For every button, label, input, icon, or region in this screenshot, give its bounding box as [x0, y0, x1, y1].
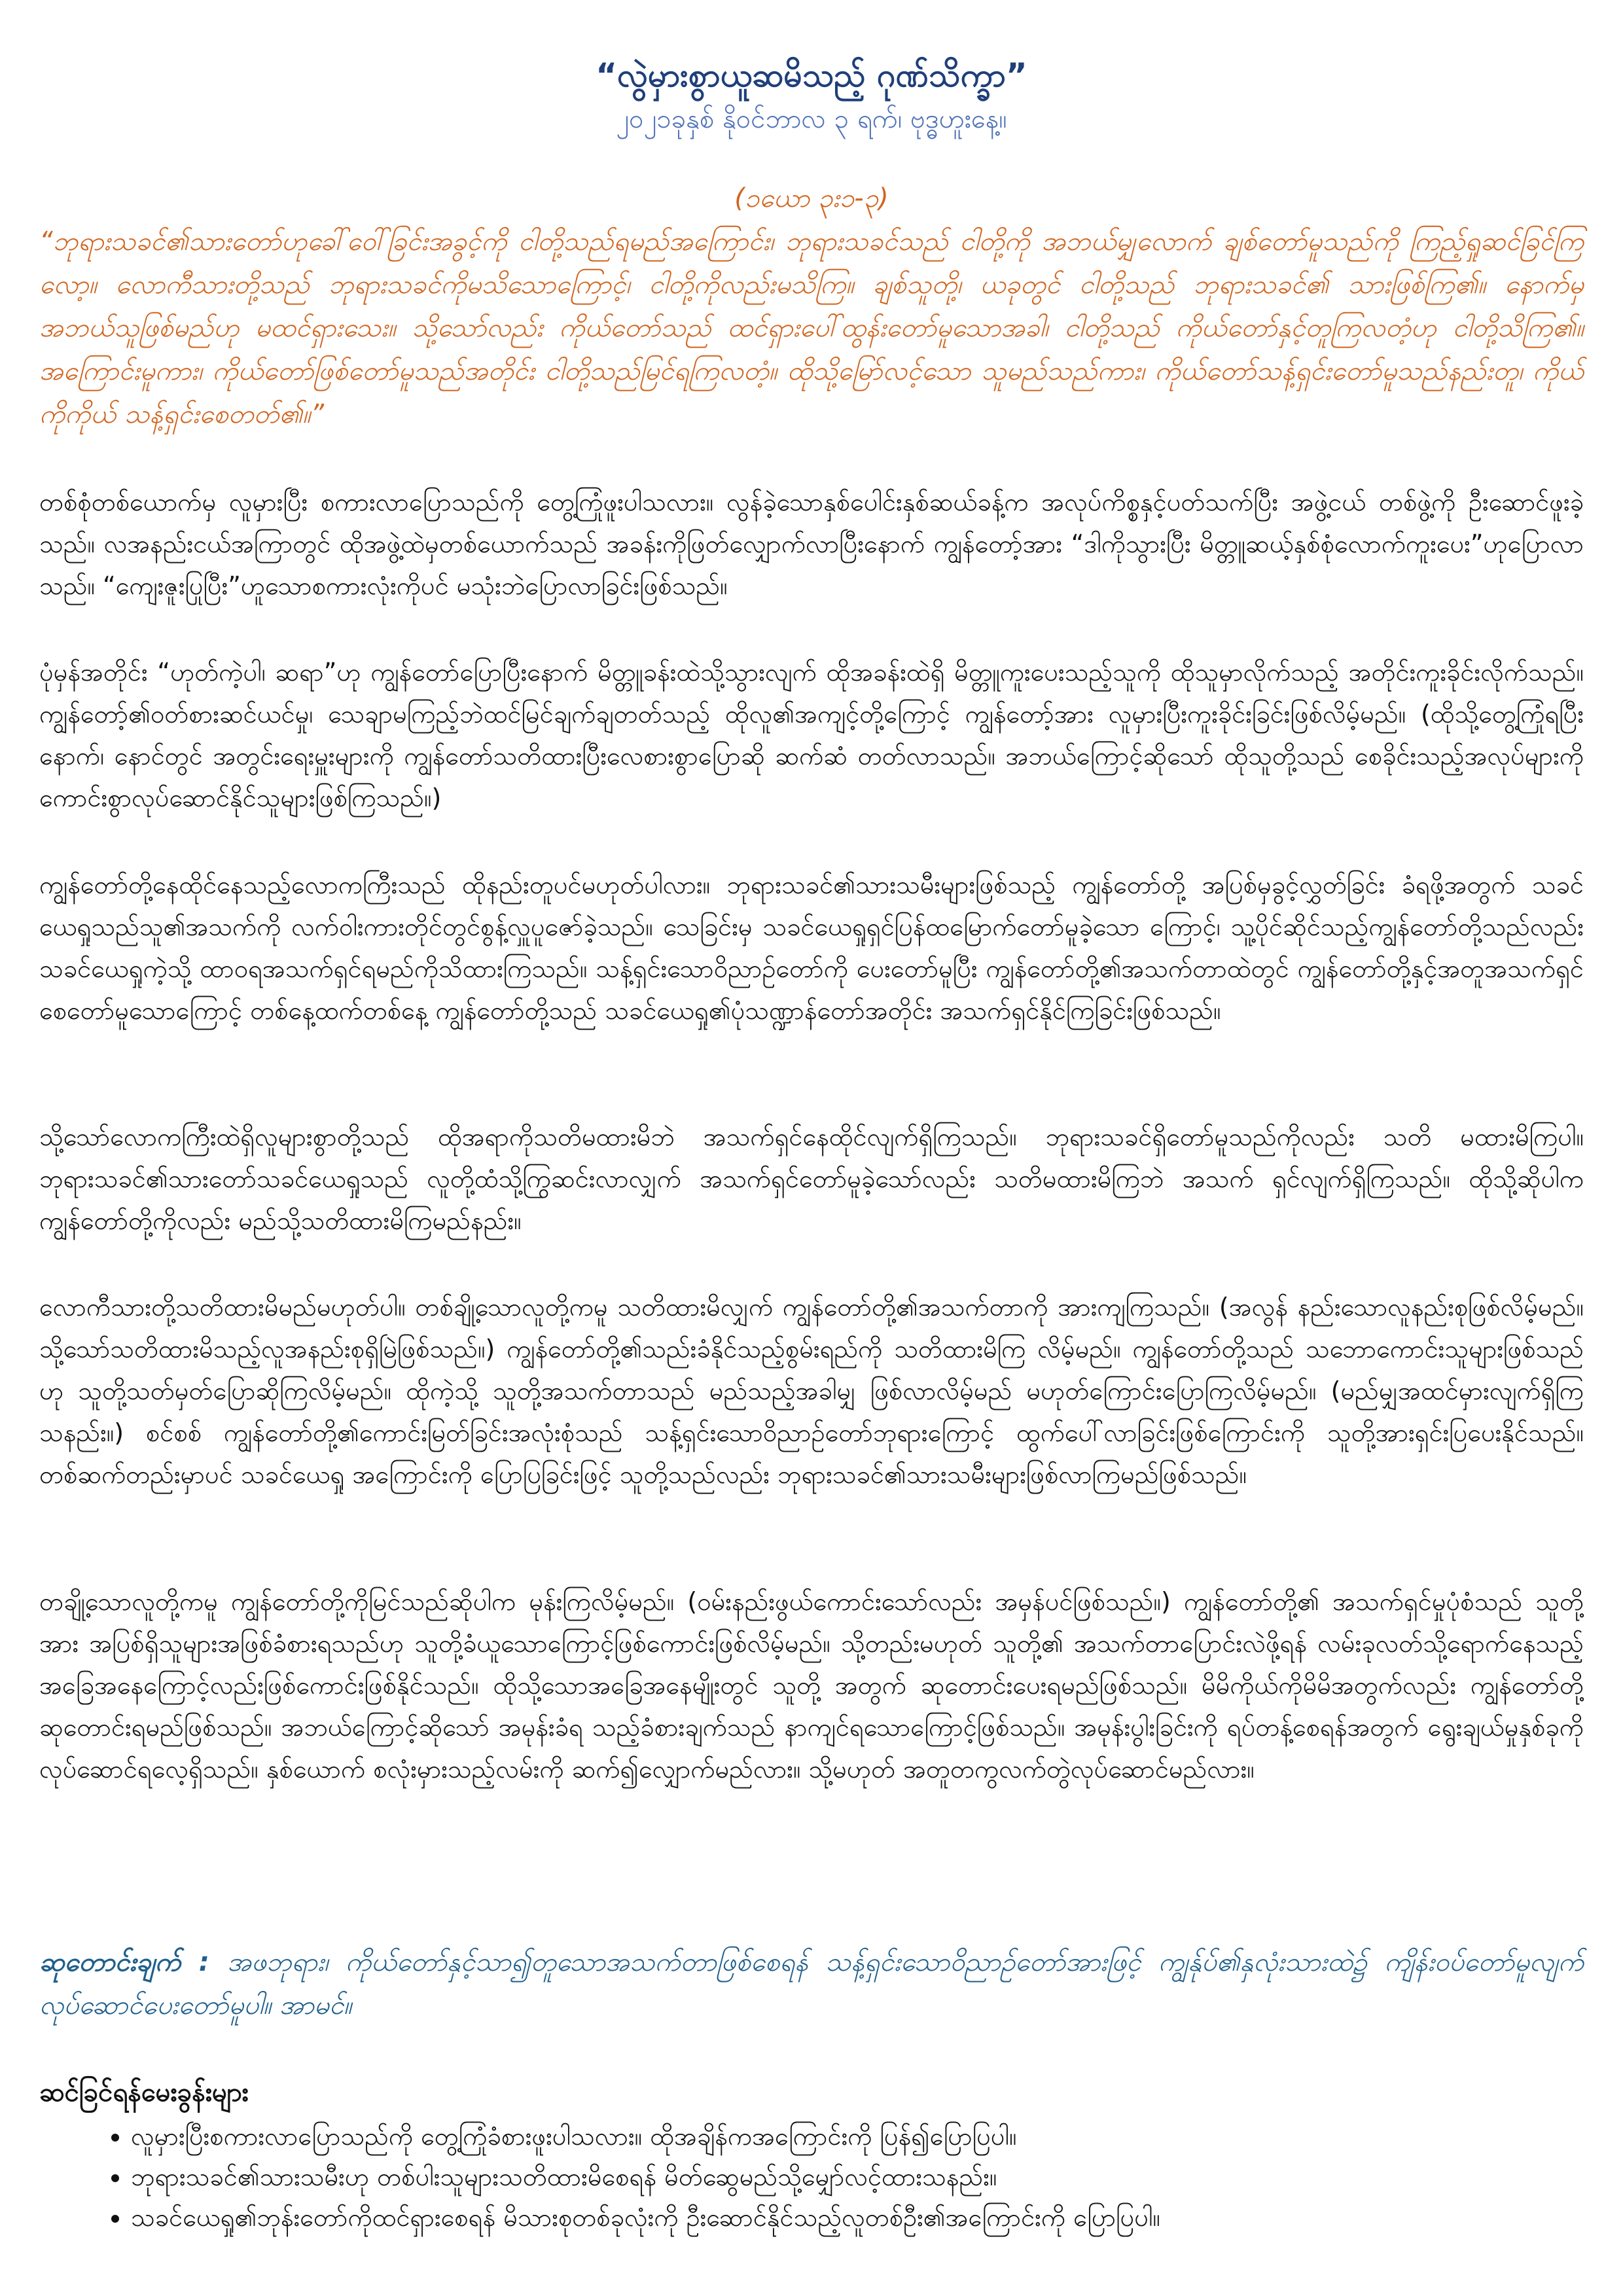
body-paragraph-2: ပုံမှန်အတိုင်း “ဟုတ်ကဲ့ပါ၊ ဆရာ”ဟု ကျွန်တော်ပြောပြီးနောက် မိတ္တူခန်းထဲသို့သွားလျက် ထိုအခန်းထဲရှိ မိတ္တူကူးပေးသည့်သူကို ထိုသူမှာလိုက်သည့် အတိုင်းကူးခိုင်းလိုက်သည်။ ကျွန်တော့်၏ဝတ်စားဆင်ယင်မှု၊ သေချာမကြည့်ဘဲထင်မြင်ချက်ချတတ်သည့် ထိုလူ၏အကျင့်တို့ကြောင့် ကျွန်တော့်အား လူမှားပြီးကူးခိုင်းခြင်းဖြစ်လိမ့်မည်။ (ထိုသို့တွေ့ကြုံရပြီးနောက်၊ နောင်တွင် အတွင်းရေးမှူးများကို ကျွန်တော်သတိထားပြီးလေစားစွာပြောဆို ဆက်ဆံ တတ်လာသည်။ အဘယ်ကြောင့်ဆိုသော် ထိုသူတို့သည် စေခိုင်းသည့်အလုပ်များကို ကောင်းစွာလုပ်ဆောင်နိုင်သူများဖြစ်ကြသည်။) [39, 658, 1584, 812]
body-paragraph-4: သို့သော်လောကကြီးထဲရှိလူများစွာတို့သည် ထိုအရာကိုသတိမထားမိဘဲ အသက်ရှင်နေထိုင်လျက်ရှိကြသည်။ ဘုရားသခင်ရှိတော်မူသည်ကိုလည်း သတိ မထားမိကြပါ။ ဘုရားသခင်၏သားတော်သခင်ယေရှုသည် လူတို့ထံသို့ကြွဆင်းလာလျှက် အသက်ရှင်တော်မူခဲ့သော်လည်း သတိမထားမိကြဘဲ အသက် ရှင်လျက်ရှိကြသည်။ ထိုသို့ဆိုပါက ကျွန်တော်တို့ကိုလည်း မည်သို့သတိထားမိကြမည်နည်း။ [39, 1122, 1584, 1235]
questions-list [39, 2116, 1584, 2238]
body-paragraph-5: လောကီသားတို့သတိထားမိမည်မဟုတ်ပါ။ တစ်ချို့သောလူတို့ကမူ သတိထားမိလျှက် ကျွန်တော်တို့၏အသက်တာကို အားကျကြသည်။ (အလွန် နည်းသောလူနည်းစုဖြစ်လိမ့်မည်။ သို့သော်သတိထားမိသည့်လူအနည်းစုရှိမြဲဖြစ်သည်။) ကျွန်တော်တို့၏သည်းခံနိုင်သည့်စွမ်းရည်ကို သတိထားမိကြ လိမ့်မည်။ ကျွန်တော်တို့သည် သဘောကောင်းသူများဖြစ်သည်ဟု သူတို့သတ်မှတ်ပြောဆိုကြလိမ့်မည်။ ထိုကဲ့သို့ သူတို့အသက်တာသည် မည်သည့်အခါမျှ ဖြစ်လာလိမ့်မည် မဟုတ်ကြောင်းပြောကြလိမ့်မည်။ (မည်မျှအထင်မှားလျက်ရှိကြသနည်း။) စင်စစ် ကျွန်တော်တို့၏ကောင်းမြတ်ခြင်းအလုံးစုံသည် သန့်ရှင်းသောဝိညာဉ်တော်ဘုရားကြောင့် ထွက်ပေါ်လာခြင်းဖြစ်ကြောင်းကို သူတို့အားရှင်းပြပေးနိုင်သည်။ တစ်ဆက်တည်းမှာပင် သခင်ယေရှု အကြောင်းကို ပြောပြခြင်းဖြင့် သူတို့သည်လည်း ဘုရားသခင်၏သားသမီးများဖြစ်လာကြမည်ဖြစ်သည်။ [39, 1293, 1584, 1489]
question-item: • ဘုရားသခင်၏သားသမီးဟု တစ်ပါးသူများသတိထားမိစေရန် မိတ်ဆွေမည်သို့မျှော်လင့်ထားသနည်း။ [131, 2157, 1584, 2197]
body-paragraph-1: တစ်စုံတစ်ယောက်မှ လူမှားပြီး စကားလာပြောသည်ကို တွေ့ကြုံဖူးပါသလား။ လွန်ခဲ့သောနှစ်ပေါင်းနှစ်ဆယ်ခန့်က အလုပ်ကိစ္စနှင့်ပတ်သက်ပြီး အဖွဲ့ငယ် တစ်ဖွဲ့ကို ဦးဆောင်ဖူးခဲ့သည်။ လအနည်းငယ်အကြာတွင် ထိုအဖွဲ့ထဲမှတစ်ယောက်သည် အခန်းကိုဖြတ်လျှောက်လာပြီးနောက် ကျွန်တော့်အား “ဒါကိုသွားပြီး မိတ္တူဆယ့်နှစ်စုံလောက်ကူးပေး”ဟုပြောလာသည်။ “ကျေးဇူးပြုပြီး”ဟူသောစကားလုံးကိုပင် မသုံးဘဲပြောလာခြင်းဖြစ်သည်။ [39, 488, 1584, 600]
body-paragraph-6: တချို့သောလူတို့ကမူ ကျွန်တော်တို့ကိုမြင်သည်ဆိုပါက မုန်းကြလိမ့်မည်။ (ဝမ်းနည်းဖွယ်ကောင်းသော်လည်း အမှန်ပင်ဖြစ်သည်။) ကျွန်တော်တို့၏ အသက်ရှင်မှုပုံစံသည် သူတို့အား အပြစ်ရှိသူများအဖြစ်ခံစားရသည်ဟု သူတို့ခံယူသောကြောင့်ဖြစ်ကောင်းဖြစ်လိမ့်မည်။ သို့တည်းမဟုတ် သူတို့၏ အသက်တာပြောင်းလဲဖို့ရန် လမ်းခုလတ်သို့ရောက်နေသည့် အခြေအနေကြောင့်လည်းဖြစ်ကောင်းဖြစ်နိုင်သည်။ ထိုသို့သောအခြေအနေမျိုးတွင် သူတို့ အတွက် ဆုတောင်းပေးရမည်ဖြစ်သည်။ မိမိကိုယ်ကိုမိမိအတွက်လည်း ကျွန်တော်တို့ဆုတောင်းရမည်ဖြစ်သည်။ အဘယ်ကြောင့်ဆိုသော် အမုန်းခံရ သည့်ခံစားချက်သည် နာကျင်ရသောကြောင့်ဖြစ်သည်။ အမုန်းပွါးခြင်းကို ရပ်တန့်စေရန်အတွက် ရွေးချယ်မှုနှစ်ခုကိုလုပ်ဆောင်ရလေ့ရှိသည်။ နှစ်ယောက် စလုံးမှားသည့်လမ်းကို ဆက်၍လျှောက်မည်လား။ သို့မဟုတ် အတူတကွလက်တွဲလုပ်ဆောင်မည်လား။ [39, 1587, 1584, 1784]
page-date: ၂၀၂၁ခုနှစ် နိုဝင်ဘာလ ၃ ရက်၊ ဗုဒ္ဓဟူးနေ့။ [616, 104, 1007, 134]
body-paragraph-3: ကျွန်တော်တို့နေထိုင်နေသည့်လောကကြီးသည် ထိုနည်းတူပင်မဟုတ်ပါလား။ ဘုရားသခင်၏သားသမီးများဖြစ်သည့် ကျွန်တော်တို့ အပြစ်မှခွင့်လွှတ်ခြင်း ခံရဖို့အတွက် သခင်ယေရှုသည်သူ၏အသက်ကို လက်ဝါးကားတိုင်တွင်စွန့်လှူပူဇော်ခဲ့သည်။ သေခြင်းမှ သခင်ယေရှုရှင်ပြန်ထမြောက်တော်မူခဲ့သော ကြောင့်၊ သူ့ပိုင်ဆိုင်သည့်ကျွန်တော်တို့သည်လည်း သခင်ယေရှုကဲ့သို့ ထာဝရအသက်ရှင်ရမည်ကိုသိထားကြသည်။ သန့်ရှင်းသောဝိညာဉ်တော်ကို ပေးတော်မူပြီး ကျွန်တော်တို့၏အသက်တာထဲတွင် ကျွန်တော်တို့နှင့်အတူအသက်ရှင်စေတော်မူသောကြောင့် တစ်နေ့ထက်တစ်နေ့ ကျွန်တော်တို့သည် သခင်ယေရှု၏ပုံသဏ္ဍာန်တော်အတိုင်း အသက်ရှင်နိုင်ကြခြင်းဖြစ်သည်။ [39, 870, 1584, 1025]
page-header [0, 52, 1623, 140]
page-title: “လွဲမှားစွာယူဆမိသည့် ဂုဏ်သိက္ခာ” [596, 56, 1027, 94]
prayer-label: ဆုတောင်းချက် : [39, 1947, 228, 1977]
reflection-questions [39, 2072, 1584, 2238]
prayer-block [39, 1941, 1584, 2027]
scripture-block [39, 177, 1584, 436]
questions-heading: ဆင်ခြင်ရန်မေးခွန်းများ [39, 2077, 249, 2108]
prayer-text: အဖဘုရား၊ ကိုယ်တော်နှင့်သာ၍တူသောအသက်တာဖြစ်စေရန် သန့်ရှင်းသောဝိညာဉ်တော်အားဖြင့် ကျွန်ုပ်၏နှလုံးသားထဲ၌ ကျိန်းဝပ်တော်မူလျက် လုပ်ဆောင်ပေးတော်မူပါ။ အာမင်။ [39, 1947, 1584, 2020]
scripture-text: “ဘုရားသခင်၏သားတော်ဟုခေါ်ဝေါ်ခြင်းအခွင့်ကို ငါတို့သည်ရမည်အကြောင်း၊ ဘုရားသခင်သည် ငါတို့ကို အဘယ်မျှလောက် ချစ်တော်မူသည်ကို ကြည့်ရှုဆင်ခြင်ကြလော့။ လောကီသားတို့သည် ဘုရားသခင်ကိုမသိသောကြောင့်၊ ငါတို့ကိုလည်းမသိကြ။ ချစ်သူတို့၊ ယခုတွင် ငါတို့သည် ဘုရားသခင်၏ သားဖြစ်ကြ၏။ နောက်မှအဘယ်သူဖြစ်မည်ဟု မထင်ရှားသေး။ သို့သော်လည်း ကိုယ်တော်သည် ထင်ရှားပေါ်ထွန်းတော်မူသောအခါ၊ ငါတို့သည် ကိုယ်တော်နှင့်တူကြလတံ့ဟု ငါတို့သိကြ၏။ အကြောင်းမူကား၊ ကိုယ်တော်ဖြစ်တော်မူသည်အတိုင်း ငါတို့သည်မြင်ရကြလတံ့။ ထိုသို့မြော်လင့်သော သူမည်သည်ကား၊ ကိုယ်တော်သန့်ရှင်းတော်မူသည်နည်းတူ၊ ကိုယ်ကိုကိုယ် သန့်ရှင်းစေတတ်၏။” [39, 226, 1584, 429]
question-item: • သခင်ယေရှု၏ဘုန်းတော်ကိုထင်ရှားစေရန် မိသားစုတစ်ခုလုံးကို ဦးဆောင်နိုင်သည့်လူတစ်ဦး၏အကြောင်းကို ပြောပြပါ။ [131, 2197, 1584, 2238]
question-item: • လူမှားပြီးစကားလာပြောသည်ကို တွေ့ကြုံခံစားဖူးပါသလား။ ထိုအချိန်ကအကြောင်းကို ပြန်၍ပြောပြပါ။ [131, 2116, 1584, 2157]
scripture-reference: (၁ယော ၃း၁-၃) [734, 183, 889, 213]
